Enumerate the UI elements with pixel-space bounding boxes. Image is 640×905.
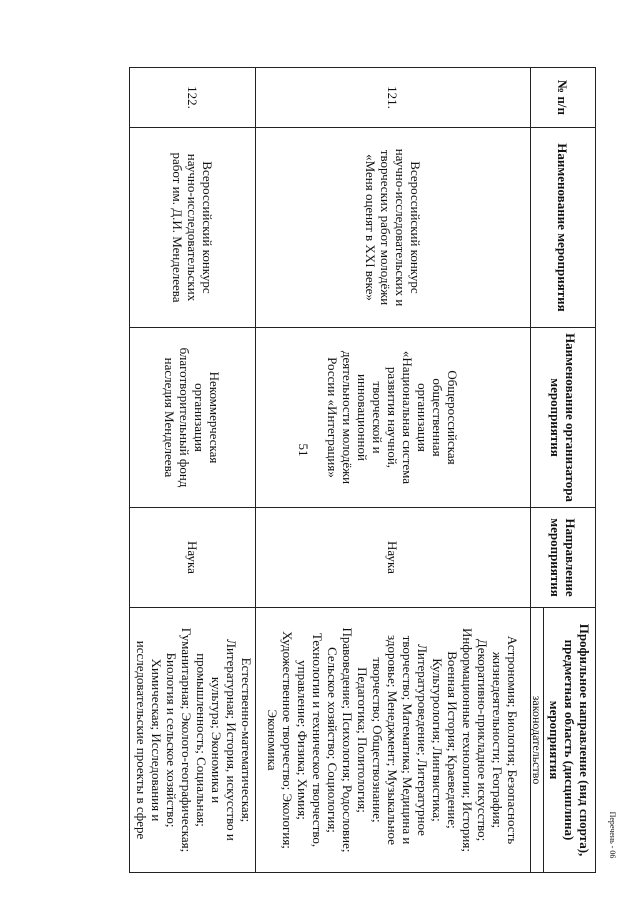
row-number: 122. <box>129 67 255 127</box>
text-line: исследовательские проекты в сфере <box>133 640 149 839</box>
text-line: Некоммерческая <box>207 371 222 463</box>
text-line: Декоративно-прикладное искусство; <box>475 638 490 841</box>
text-line: промышленность; Социальная; <box>193 652 209 827</box>
text-line: Технологии и техническое творчество, <box>310 632 325 847</box>
header-direction: Направление мероприятия <box>530 507 595 607</box>
text-line: организация <box>192 382 207 452</box>
text-line: Гуманитарная; Эколого-географическая; <box>178 627 194 852</box>
footer-code: Перечень - 06 <box>608 811 617 859</box>
text-line: жизнедеятельности; География; <box>490 651 505 828</box>
text-line: Правоведение; Психология; Родословие; <box>340 626 355 853</box>
subject-areas <box>129 607 255 872</box>
text-line: Военная История; Краеведение; <box>445 650 460 829</box>
text-line: Литературоведение; Литературное <box>415 643 430 836</box>
text-line: благотворительный фонд <box>177 347 192 487</box>
text-line: Педагогика; Политология; <box>355 666 370 813</box>
header-organizer: Наименование организатора мероприятия <box>530 327 595 507</box>
text-line: здоровье; Менеджмент; Музыкальное <box>385 634 400 845</box>
text-line: творческих работ молодёжи <box>377 149 393 305</box>
text-line: Биология и сельское хозяйство; <box>163 652 179 827</box>
text-line: Астрономия; Биология; Безопасность <box>505 635 520 844</box>
event-name <box>129 127 255 327</box>
text-line: инновационной <box>355 373 370 461</box>
event-name <box>255 127 530 327</box>
text-line: культура; Экономика и <box>208 676 224 803</box>
text-line: организация <box>415 382 430 452</box>
row-number: 121. <box>255 67 530 127</box>
header-number: № п/п <box>530 67 595 127</box>
text-line: Всероссийский конкурс <box>407 160 423 294</box>
text-line: творчество; Обществознание; <box>370 656 385 823</box>
text-line: деятельности молодёжи <box>340 350 355 484</box>
events-table <box>129 67 596 873</box>
text-line: Химическая; Исследования и <box>148 658 164 821</box>
text-line: Естественно-математическая; <box>238 657 254 822</box>
text-line: развития научной, <box>385 366 400 468</box>
header-event-name: Наименование мероприятия <box>530 127 595 327</box>
table-header-row <box>543 67 595 872</box>
header-subject-area: Профильное направление (вид спорта), предметная область (дисциплина) мероприятия <box>543 607 595 872</box>
text-line: Сельское хозяйство; Социология; <box>325 646 340 833</box>
text-line: работ им. Д.И. Менделеева <box>169 151 185 303</box>
text-line: творческой и <box>370 380 385 454</box>
table-row <box>255 67 530 872</box>
text-line: Общероссийская <box>445 369 460 465</box>
table-row <box>129 67 255 872</box>
text-line: Всероссийский конкурс <box>199 160 215 294</box>
subject-areas <box>255 607 530 872</box>
text-line: Информационные технологии; История; <box>460 627 475 852</box>
text-line: общественная <box>430 377 445 457</box>
continuation-text: законодательство <box>530 607 543 872</box>
text-line: Литературная; История, искусство и <box>223 638 239 841</box>
text-line: «Национальная система <box>400 350 415 484</box>
text-line: научно-исследовательских <box>184 153 200 301</box>
organizer <box>129 327 255 507</box>
text-line: Экономика <box>265 708 280 771</box>
text-line: Культурология; Лингвистика; <box>430 657 445 822</box>
direction: Наука <box>255 507 530 607</box>
text-line: творчество; Математика; Медицина и <box>400 635 415 844</box>
text-line: Художественное творчество; Экология; <box>280 630 295 849</box>
text-line: России «Интеграция» <box>325 356 340 478</box>
text-line: «Меня оценят в XXI веке» <box>362 153 378 301</box>
text-line: управление; Физика; Химия; <box>295 659 310 820</box>
direction: Наука <box>129 507 255 607</box>
table-container <box>131 67 596 872</box>
text-line: научно-исследовательских и <box>392 148 408 306</box>
page-number: 51 <box>296 443 311 457</box>
text-line: наследия Менделеева <box>162 357 177 477</box>
organizer <box>255 327 530 507</box>
